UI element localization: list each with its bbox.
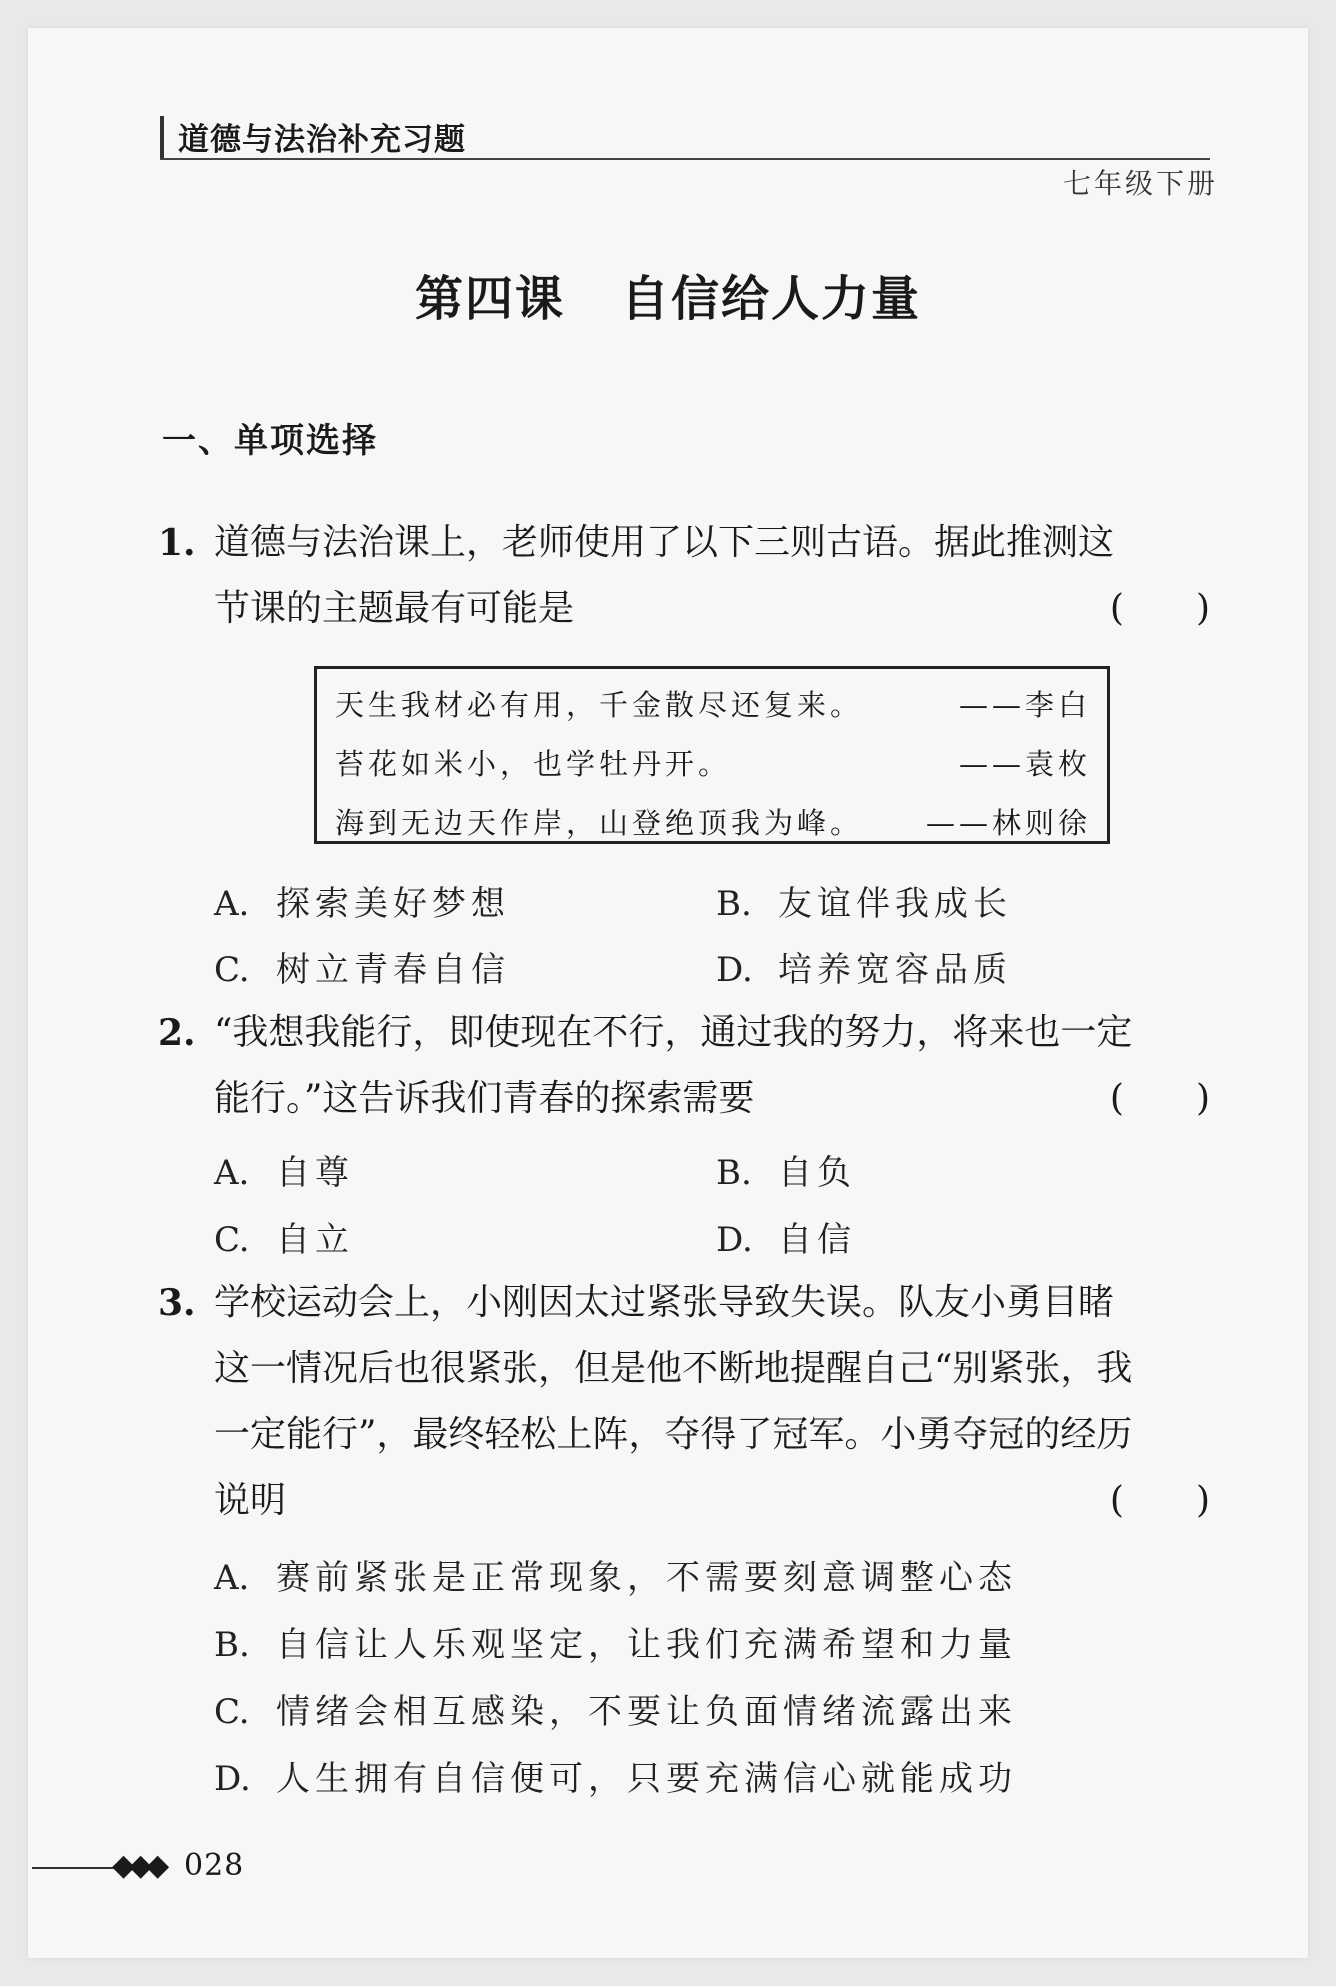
answer-blank[interactable]: ( )	[1109, 1480, 1210, 1521]
page-number: 028	[184, 1848, 245, 1883]
option-d[interactable]: D. 人生拥有自信便可，只要充满信心就能成功	[214, 1759, 1017, 1799]
question-line: 能行。”这告诉我们青春的探索需要	[214, 1078, 755, 1119]
quote-author: ——林则徐	[925, 806, 1091, 840]
question-2	[158, 1000, 1210, 1132]
quote-box	[314, 666, 1110, 844]
lesson-title: 自信给人力量	[621, 271, 922, 327]
grade-label: 七年级下册	[1062, 167, 1218, 200]
answer-blank[interactable]: ( )	[1109, 1078, 1210, 1119]
question-line: “我想我能行，即使现在不行，通过我的努力，将来也一定	[214, 1012, 1133, 1053]
question-line: 节课的主题最有可能是	[214, 588, 575, 629]
question-3	[158, 1270, 1210, 1534]
footer-rule	[32, 1867, 114, 1869]
header-bar	[160, 116, 164, 160]
option-d[interactable]: D. 培养宽容品质	[716, 950, 1012, 990]
option-c[interactable]: C. 树立青春自信	[214, 950, 510, 990]
quote-text: 天生我材必有用，千金散尽还复来。	[335, 688, 864, 722]
quote-author: ——李白	[958, 688, 1091, 722]
option-d[interactable]: D. 自信	[716, 1220, 856, 1260]
answer-blank[interactable]: ( )	[1109, 588, 1210, 629]
quote-text: 海到无边天作岸，山登绝顶我为峰。	[335, 806, 864, 840]
lesson-number: 第四课	[414, 271, 565, 327]
running-header	[130, 98, 1210, 158]
diamond-ornament-icon: ◆◆◆	[112, 1848, 164, 1883]
question-line: 说明	[214, 1480, 287, 1521]
question-line: 道德与法治课上，老师使用了以下三则古语。据此推测这	[214, 522, 1115, 563]
question-line: 这一情况后也很紧张，但是他不断地提醒自己“别紧张，我	[214, 1348, 1133, 1389]
option-c[interactable]: C. 自立	[214, 1220, 354, 1260]
header-rule	[160, 158, 1210, 160]
option-a[interactable]: A. 赛前紧张是正常现象，不需要刻意调整心态	[214, 1558, 1017, 1598]
option-c[interactable]: C. 情绪会相互感染，不要让负面情绪流露出来	[214, 1692, 1017, 1732]
quote-row	[335, 683, 1091, 723]
quote-row	[335, 801, 1091, 841]
option-b[interactable]: B. 友谊伴我成长	[716, 884, 1012, 924]
question-number: 2.	[158, 1012, 196, 1054]
question-1	[158, 510, 1210, 642]
question-line: 一定能行”，最终轻松上阵，夺得了冠军。小勇夺冠的经历	[214, 1414, 1133, 1455]
question-number: 1.	[158, 522, 196, 564]
option-a[interactable]: A. 探索美好梦想	[214, 884, 510, 924]
option-b[interactable]: B. 自信让人乐观坚定，让我们充满希望和力量	[214, 1625, 1017, 1665]
question-line: 学校运动会上，小刚因太过紧张导致失误。队友小勇目睹	[214, 1282, 1115, 1323]
lesson-heading	[0, 260, 1336, 329]
quote-row	[335, 742, 1091, 782]
quote-text: 苔花如米小，也学牡丹开。	[335, 747, 732, 781]
section-title: 一、单项选择	[162, 421, 378, 461]
book-title: 道德与法治补充习题	[178, 122, 466, 158]
question-number: 3.	[158, 1282, 196, 1324]
option-b[interactable]: B. 自负	[716, 1153, 856, 1193]
option-a[interactable]: A. 自尊	[214, 1153, 354, 1193]
quote-author: ——袁枚	[958, 747, 1091, 781]
